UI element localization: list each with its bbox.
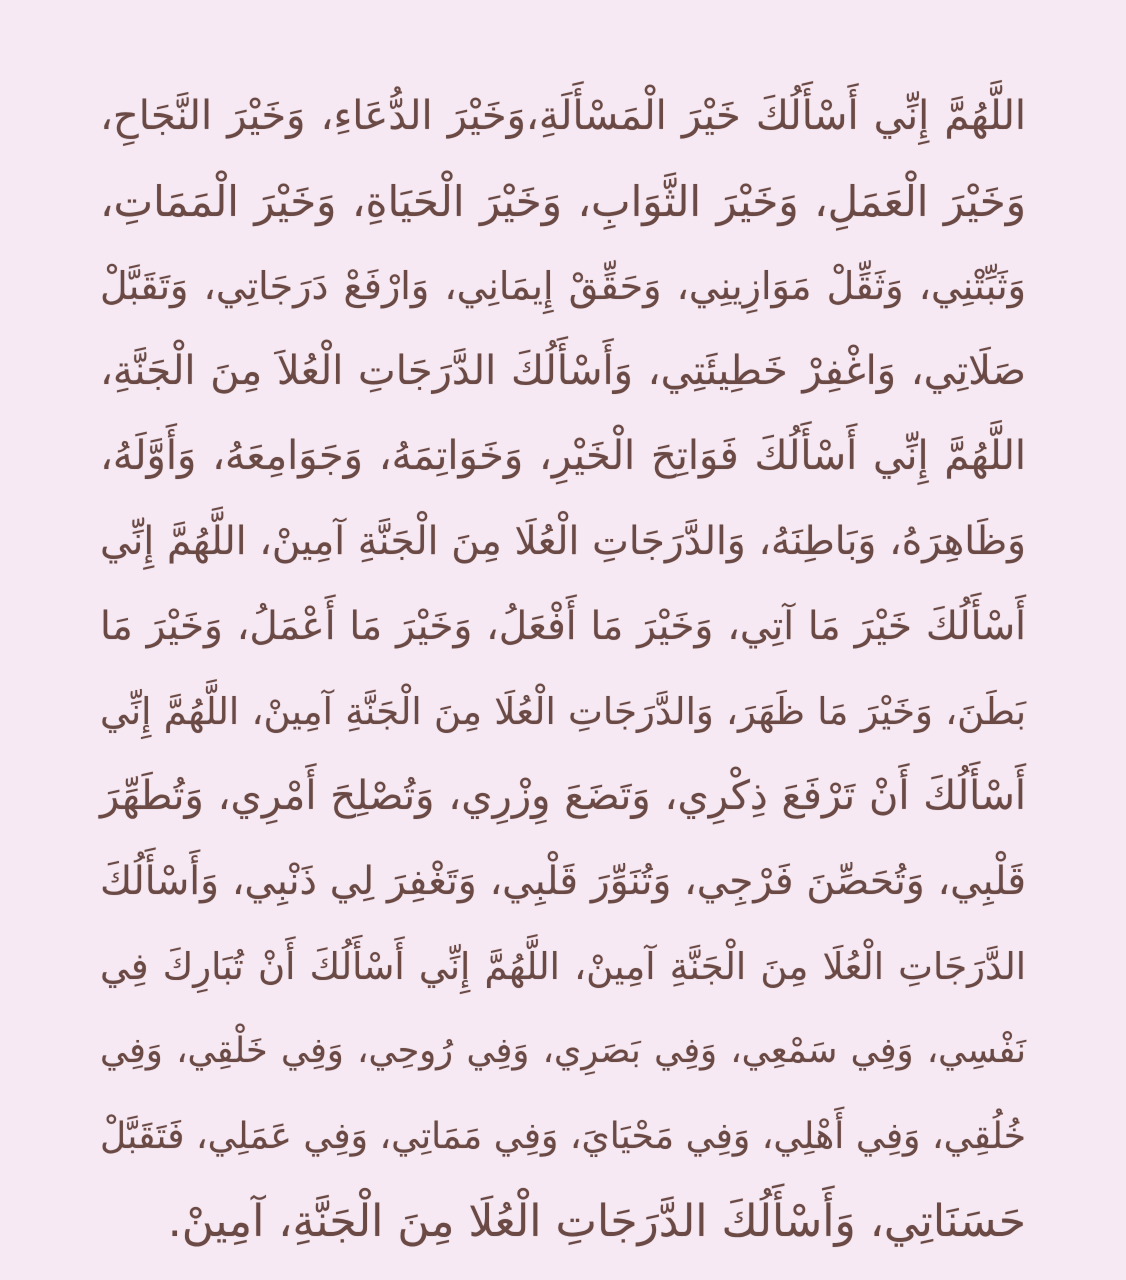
text-line-10: قَلْبِي، وَتُحَصِّنَ فَرْجِي، وَتُنَوِّرَ قَلْبِي، وَتَغْفِرَ لِي ذَنْبِي، وَأَسْأَلُكَ bbox=[100, 859, 1026, 904]
text-line-13: خُلُقِي، وَفِي أَهْلِي، وَفِي مَحْيَايَ، وَفِي مَمَاتِي، وَفِي عَمَلِي، فَتَقَبَّلْ bbox=[100, 1116, 1026, 1157]
text-line-3: وَثَبِّتْنِي، وَثَقِّلْ مَوَازِينِي، وَحَقِّقْ إِيمَانِي، وَارْفَعْ دَرَجَاتِي، وَتَقَبَّلْ bbox=[100, 264, 1026, 308]
text-line-5: اللَّهُمَّ إِنِّي أَسْأَلُكَ فَوَاتِحَ الْخَيْرِ، وَخَوَاتِمَهُ، وَجَوَامِعَهُ، وَأَوَّلَهُ، bbox=[100, 433, 1026, 479]
text-line-9: أَسْأَلُكَ أَنْ تَرْفَعَ ذِكْرِي، وَتَضَعَ وِزْرِي، وَتُصْلِحَ أَمْرِي، وَتُطَهِّرَ bbox=[100, 773, 1026, 819]
dua-text-block bbox=[100, 74, 1026, 1264]
text-line-6: وَظَاهِرَهُ، وَبَاطِنَهُ، وَالدَّرَجَاتِ الْعُلَا مِنَ الْجَنَّةِ آمِينْ، اللَّهُمَّ إِنِّي bbox=[100, 519, 1026, 564]
text-line-4: صَلَاتِي، وَاغْفِرْ خَطِيئَتِي، وَأَسْأَلُكَ الدَّرَجَاتِ الْعُلاَ مِنَ الْجَنَّةِ، bbox=[100, 348, 1026, 394]
text-line-1: اللَّهُمَّ إِنِّي أَسْأَلُكَ خَيْرَ الْمَسْأَلَةِ،وَخَيْرَ الدُّعَاءِ، وَخَيْرَ النَّجَاحِ، bbox=[100, 93, 1026, 139]
text-line-2: وَخَيْرَ الْعَمَلِ، وَخَيْرَ الثَّوَابِ، وَخَيْرَ الْحَيَاةِ، وَخَيْرَ الْمَمَاتِ، bbox=[100, 177, 1026, 226]
text-line-12: نَفْسِي، وَفِي سَمْعِي، وَفِي بَصَرِي، وَفِي رُوحِي، وَفِي خَلْقِي، وَفِي bbox=[100, 1031, 1026, 1071]
text-line-14: حَسَنَاتِي، وَأَسْأَلُكَ الدَّرَجَاتِ الْعُلَا مِنَ الْجَنَّةِ، آمِينْ. bbox=[167, 1196, 1026, 1247]
text-line-8: بَطَنَ، وَخَيْرَ مَا ظَهَرَ، وَالدَّرَجَاتِ الْعُلَا مِنَ الْجَنَّةِ آمِينْ، اللَّهُمَّ إِنِّي bbox=[100, 690, 1026, 733]
text-line-11: الدَّرَجَاتِ الْعُلَا مِنَ الْجَنَّةِ آمِينْ، اللَّهُمَّ إِنِّي أَسْأَلُكَ أَنْ تُبَارِكَ فِي bbox=[100, 945, 1026, 988]
text-line-7: أَسْأَلُكَ خَيْرَ مَا آتِي، وَخَيْرَ مَا أَفْعَلُ، وَخَيْرَ مَا أَعْمَلُ، وَخَيْرَ مَا bbox=[100, 604, 1026, 649]
